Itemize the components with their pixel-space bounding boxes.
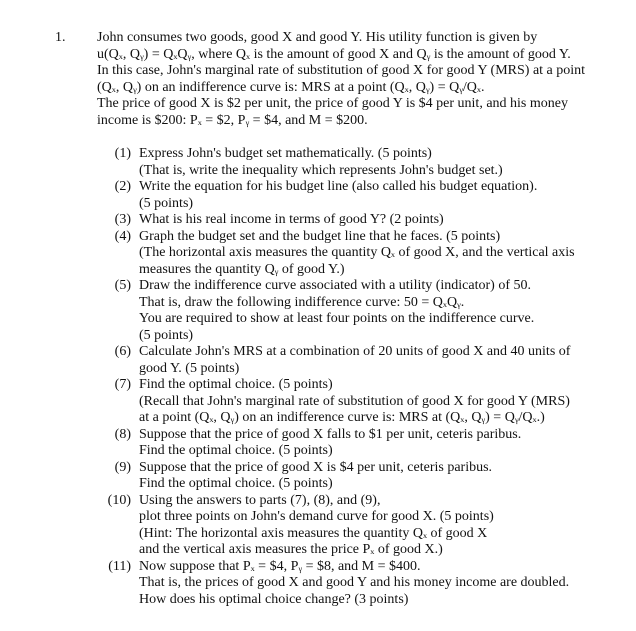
part-line: at a point (Qₓ, Qᵧ) on an indifference curve is: MRS at (Qₓ, Qᵧ) = Qᵧ/Qₓ.) <box>139 410 545 425</box>
intro-line: John consumes two goods, good X and good Y. His utility function is given by <box>97 30 538 45</box>
part-line: Find the optimal choice. (5 points) <box>139 377 333 392</box>
part-line: Using the answers to parts (7), (8), and (9), <box>139 492 381 508</box>
question-part-1 <box>91 146 631 179</box>
intro-line: income is $200: Pₓ = $2, Pᵧ = $4, and M = $200. <box>97 112 368 128</box>
part-line: You are required to show at least four points on the indifference curve. <box>139 311 535 326</box>
part-line: Find the optimal choice. (5 points) <box>139 443 333 458</box>
part-line: How does his optimal choice change? (3 points) <box>139 591 409 607</box>
question-part-2 <box>91 179 631 212</box>
part-number: (5) <box>114 278 131 293</box>
part-number: (2) <box>114 179 131 194</box>
part-line: Calculate John's MRS at a combination of 20 units of good X and 40 units of <box>139 344 571 359</box>
question-part-10 <box>91 493 631 559</box>
part-line: Write the equation for his budget line (also called his budget equation). <box>139 179 538 194</box>
part-line: Suppose that the price of good X is $4 per unit, ceteris paribus. <box>139 459 493 475</box>
part-line: (5 points) <box>139 195 194 211</box>
question-part-7 <box>91 377 631 427</box>
part-line: good Y. (5 points) <box>139 360 240 376</box>
part-number: (11) <box>108 558 131 574</box>
part-line: (Recall that John's marginal rate of substitution of good X for good Y (MRS) <box>139 393 570 409</box>
question-parts-list <box>91 146 631 608</box>
intro-line: The price of good X is $2 per unit, the price of good Y is $4 per unit, and his money <box>97 96 568 111</box>
question-part-4 <box>91 229 631 279</box>
question-part-6 <box>91 344 631 377</box>
part-line: measures the quantity Qᵧ of good Y.) <box>139 261 345 277</box>
part-line: and the vertical axis measures the price Pₓ of good X.) <box>139 542 443 557</box>
question-part-3 <box>91 212 631 229</box>
question-intro <box>97 30 627 129</box>
part-line: plot three points on John's demand curve for good X. (5 points) <box>139 509 494 524</box>
part-line: Find the optimal choice. (5 points) <box>139 476 333 491</box>
part-number: (9) <box>114 459 131 475</box>
question-part-9 <box>91 460 631 493</box>
part-number: (1) <box>114 146 131 161</box>
part-number: (10) <box>107 492 131 508</box>
question-part-11 <box>91 559 631 609</box>
part-line: Graph the budget set and the budget line that he faces. (5 points) <box>139 228 501 244</box>
question-part-8 <box>91 427 631 460</box>
question-part-5 <box>91 278 631 344</box>
part-line: (5 points) <box>139 327 194 343</box>
part-line: Draw the indifference curve associated with a utility (indicator) of 50. <box>139 278 531 293</box>
part-line: Suppose that the price of good X falls to $1 per unit, ceteris paribus. <box>139 426 522 442</box>
intro-line: u(Qₓ, Qᵧ) = QₓQᵧ, where Qₓ is the amount of good X and Qᵧ is the amount of good Y. <box>97 46 571 62</box>
part-number: (4) <box>114 228 131 244</box>
part-line: That is, draw the following indifference curve: 50 = QₓQᵧ. <box>139 294 465 310</box>
part-line: (That is, write the inequality which represents John's budget set.) <box>139 162 503 178</box>
intro-line: (Qₓ, Qᵧ) on an indifference curve is: MRS at a point (Qₓ, Qᵧ) = Qᵧ/Qₓ. <box>97 79 485 95</box>
part-line: Now suppose that Pₓ = $4, Pᵧ = $8, and M = $400. <box>139 558 421 574</box>
part-number: (7) <box>114 377 131 392</box>
part-line: (The horizontal axis measures the quantity Qₓ of good X, and the vertical axis <box>139 245 575 260</box>
part-line: Express John's budget set mathematically. (5 points) <box>139 146 432 161</box>
part-line: (Hint: The horizontal axis measures the quantity Qₓ of good X <box>139 525 488 541</box>
question-number: 1. <box>55 30 66 45</box>
intro-line: In this case, John's marginal rate of substitution of good X for good Y (MRS) at a point <box>97 63 586 78</box>
part-number: (3) <box>114 212 131 227</box>
part-number: (6) <box>114 344 131 359</box>
part-line: That is, the prices of good X and good Y and his money income are doubled. <box>139 575 570 590</box>
part-number: (8) <box>114 426 131 442</box>
part-line: What is his real income in terms of good Y? (2 points) <box>139 212 444 227</box>
